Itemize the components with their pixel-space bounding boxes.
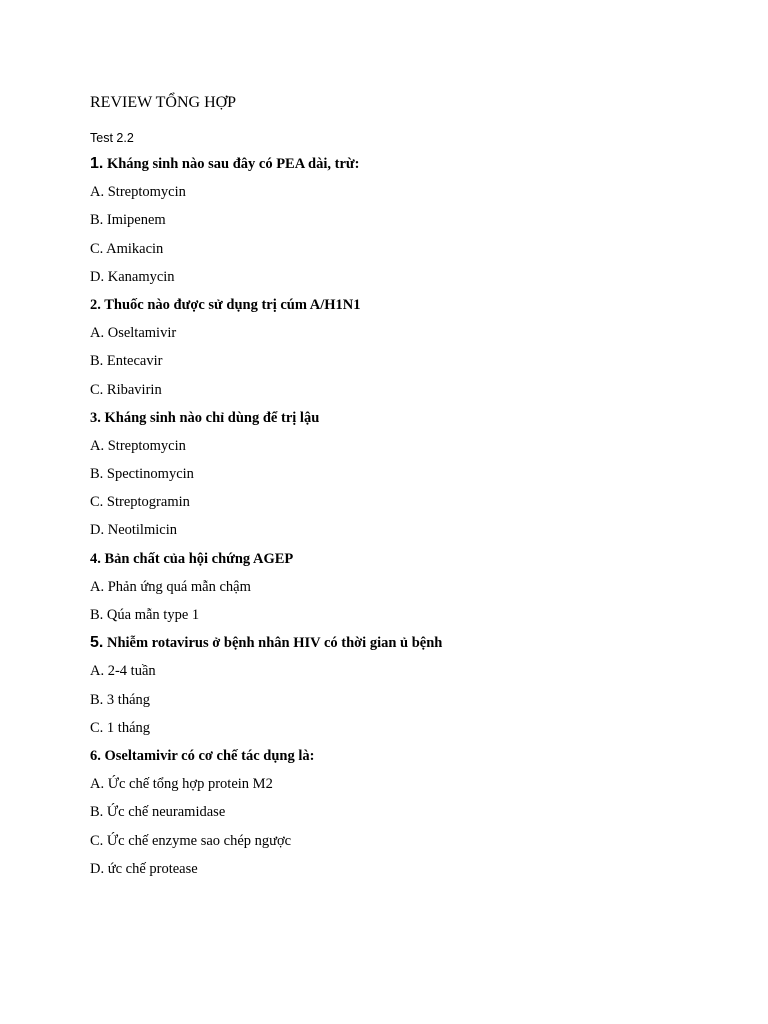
question-1	[90, 154, 710, 174]
question-6	[90, 746, 710, 766]
answer-option: C. 1 tháng	[90, 719, 151, 736]
answer-option: B. Ức chế neuramidase	[90, 804, 226, 821]
answer-option: B. Spectinomycin	[90, 466, 194, 483]
question-5	[90, 633, 710, 653]
question-text: Oseltamivir có cơ chế tác dụng là:	[104, 747, 315, 764]
document-subtitle: Test 2.2	[90, 131, 134, 145]
question-number: 3.	[90, 409, 101, 426]
question-text: Thuốc nào được sử dụng trị cúm A/H1N1	[104, 296, 361, 313]
answer-option: A. Streptomycin	[90, 437, 186, 454]
question-number: 1.	[90, 155, 104, 172]
document-title: REVIEW TỔNG HỢP	[90, 94, 237, 111]
answer-option: D. Kanamycin	[90, 268, 175, 285]
answer-option: A. Phản ứng quá mẫn chậm	[90, 578, 251, 595]
answer-option: B. Entecavir	[90, 353, 163, 370]
answer-option: A. Ức chế tổng hợp protein M2	[90, 776, 273, 793]
question-text: Kháng sinh nào chỉ dùng để trị lậu	[104, 409, 320, 426]
question-2	[90, 295, 710, 315]
answer-option: C. Ức chế enzyme sao chép ngược	[90, 832, 292, 849]
answer-option: D. ức chế protease	[90, 860, 198, 877]
question-text: Bản chất của hội chứng AGEP	[104, 550, 294, 567]
question-text: Kháng sinh nào sau đây có PEA dài, trừ:	[106, 156, 360, 172]
question-number: 4.	[90, 550, 101, 567]
question-text: Nhiễm rotavirus ở bệnh nhân HIV có thời gian ủ bệnh	[106, 635, 443, 652]
question-3	[90, 408, 710, 428]
answer-option: D. Neotilmicin	[90, 522, 177, 539]
question-list	[90, 154, 710, 879]
answer-option: B. Imipenem	[90, 212, 166, 229]
question-number: 2.	[90, 296, 101, 313]
answer-option: C. Amikacin	[90, 240, 164, 257]
answer-option: B. Qúa mẫn type 1	[90, 607, 200, 623]
question-number: 5.	[90, 634, 104, 652]
question-4	[90, 549, 710, 569]
answer-option: A. 2-4 tuần	[90, 663, 156, 680]
answer-option: C. Ribavirin	[90, 381, 162, 398]
answer-option: C. Streptogramin	[90, 494, 190, 511]
document-page	[90, 93, 710, 887]
question-number: 6.	[90, 747, 101, 764]
answer-option: B. 3 tháng	[90, 691, 151, 708]
answer-option: A. Oseltamivir	[90, 325, 177, 342]
answer-option: A. Streptomycin	[90, 184, 186, 201]
